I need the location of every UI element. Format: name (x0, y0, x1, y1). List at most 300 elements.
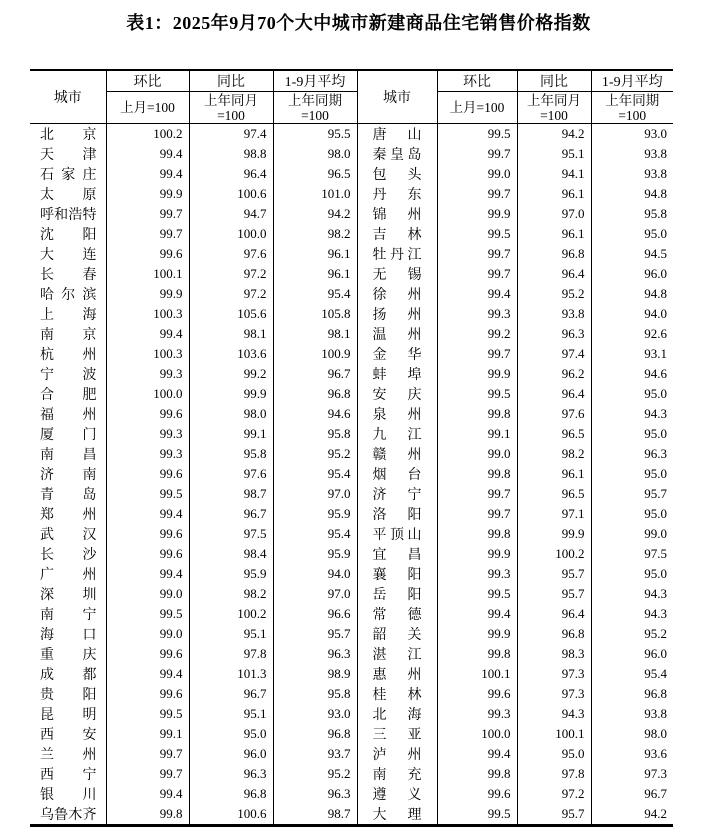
index-value-cell: 96.4 (517, 604, 591, 624)
header-city-left: 城市 (30, 70, 106, 124)
index-value-cell: 95.7 (517, 804, 591, 826)
index-value-cell: 98.3 (517, 644, 591, 664)
index-value-cell: 95.7 (591, 484, 673, 504)
header-city-right: 城市 (357, 70, 437, 124)
table-row (30, 264, 673, 284)
index-value-cell: 96.8 (591, 684, 673, 704)
city-name-cell: 烟 台 (357, 464, 437, 484)
index-value-cell: 95.7 (517, 584, 591, 604)
subheader-line: 上月=100 (120, 100, 175, 115)
index-value-cell: 100.3 (106, 304, 189, 324)
index-value-cell: 99.7 (106, 204, 189, 224)
index-value-cell: 93.1 (591, 344, 673, 364)
index-value-cell: 99.9 (437, 364, 517, 384)
subheader-mom-right (437, 92, 517, 124)
city-name-cell: 金 华 (357, 344, 437, 364)
index-value-cell: 96.5 (517, 484, 591, 504)
index-value-cell: 99.4 (106, 564, 189, 584)
index-value-cell: 96.3 (189, 764, 273, 784)
index-value-cell: 96.4 (189, 164, 273, 184)
index-value-cell: 99.8 (437, 524, 517, 544)
subheader-yoy-left (189, 92, 273, 124)
subheader-avg-right (591, 92, 673, 124)
index-value-cell: 93.8 (591, 144, 673, 164)
index-value-cell: 97.6 (189, 244, 273, 264)
city-name-cell: 银 川 (40, 788, 97, 803)
index-value-cell: 99.7 (437, 144, 517, 164)
table-row (30, 524, 673, 544)
table-row (30, 244, 673, 264)
index-value-cell: 99.5 (437, 584, 517, 604)
index-value-cell: 99.0 (437, 444, 517, 464)
index-value-cell: 99.1 (437, 424, 517, 444)
index-value-cell: 97.0 (517, 204, 591, 224)
index-value-cell: 96.3 (591, 444, 673, 464)
index-value-cell: 95.2 (273, 444, 357, 464)
index-value-cell: 99.3 (106, 364, 189, 384)
index-value-cell: 99.4 (106, 664, 189, 684)
table-header (30, 70, 673, 124)
city-name-cell: 杭 州 (40, 348, 97, 363)
index-value-cell: 95.8 (591, 204, 673, 224)
table-row (30, 464, 673, 484)
index-value-cell: 97.8 (189, 644, 273, 664)
city-name-cell: 重 庆 (40, 648, 97, 663)
index-value-cell: 96.8 (517, 244, 591, 264)
index-value-cell: 95.2 (591, 624, 673, 644)
table-row (30, 324, 673, 344)
index-value-cell: 95.0 (591, 424, 673, 444)
index-value-cell: 99.9 (106, 184, 189, 204)
index-value-cell: 98.1 (189, 324, 273, 344)
index-value-cell: 99.1 (189, 424, 273, 444)
city-name-cell: 岳 阳 (357, 584, 437, 604)
index-value-cell: 95.4 (273, 524, 357, 544)
index-value-cell: 96.1 (517, 464, 591, 484)
city-name-cell: 锦 州 (357, 204, 437, 224)
city-name-cell: 常 德 (357, 604, 437, 624)
index-value-cell: 99.7 (437, 264, 517, 284)
index-value-cell: 92.6 (591, 324, 673, 344)
city-name-cell: 太 原 (40, 188, 97, 203)
table-row (30, 384, 673, 404)
index-value-cell: 99.6 (106, 644, 189, 664)
index-value-cell: 99.6 (106, 684, 189, 704)
city-name-cell: 唐 山 (357, 124, 437, 145)
index-value-cell: 99.4 (106, 784, 189, 804)
index-value-cell: 99.5 (437, 804, 517, 826)
subheader-avg-left (273, 92, 357, 124)
city-name-cell: 福 州 (40, 408, 97, 423)
index-value-cell: 100.9 (273, 344, 357, 364)
index-value-cell: 96.7 (591, 784, 673, 804)
index-value-cell: 96.3 (273, 644, 357, 664)
index-value-cell: 99.9 (437, 544, 517, 564)
index-value-cell: 93.7 (273, 744, 357, 764)
index-value-cell: 95.4 (273, 284, 357, 304)
index-value-cell: 94.6 (591, 364, 673, 384)
index-value-cell: 105.6 (189, 304, 273, 324)
city-name-cell: 上 海 (40, 308, 97, 323)
index-value-cell: 100.1 (517, 724, 591, 744)
index-value-cell: 99.6 (437, 684, 517, 704)
table-row (30, 704, 673, 724)
index-value-cell: 96.8 (273, 724, 357, 744)
index-value-cell: 99.4 (106, 504, 189, 524)
index-value-cell: 95.2 (273, 764, 357, 784)
index-value-cell: 99.7 (106, 764, 189, 784)
city-name-cell: 青 岛 (40, 488, 97, 503)
index-value-cell: 99.4 (437, 744, 517, 764)
index-value-cell: 99.3 (437, 304, 517, 324)
table-row (30, 304, 673, 324)
subheader-line: =100 (618, 107, 647, 123)
index-value-cell: 96.2 (517, 364, 591, 384)
index-value-cell: 99.2 (189, 364, 273, 384)
subheader-line: 上年同月 (527, 92, 581, 108)
index-value-cell: 96.3 (273, 784, 357, 804)
city-name-cell: 泸 州 (357, 744, 437, 764)
index-value-cell: 98.7 (273, 804, 357, 826)
index-value-cell: 99.6 (106, 524, 189, 544)
index-value-cell: 96.4 (517, 384, 591, 404)
index-value-cell: 97.1 (517, 504, 591, 524)
index-value-cell: 97.4 (189, 124, 273, 145)
index-value-cell: 100.6 (189, 804, 273, 826)
index-value-cell: 96.8 (189, 784, 273, 804)
index-value-cell: 99.7 (437, 244, 517, 264)
index-value-cell: 93.8 (591, 704, 673, 724)
index-value-cell: 99.0 (106, 624, 189, 644)
index-value-cell: 98.7 (189, 484, 273, 504)
city-name-cell: 西 安 (40, 728, 97, 743)
subheader-line: =100 (301, 107, 329, 123)
index-value-cell: 95.0 (517, 744, 591, 764)
city-name-cell: 大 连 (40, 248, 97, 263)
index-value-cell: 99.2 (437, 324, 517, 344)
index-value-cell: 99.9 (189, 384, 273, 404)
index-value-cell: 99.6 (106, 464, 189, 484)
index-value-cell: 100.1 (106, 264, 189, 284)
index-value-cell: 100.2 (106, 124, 189, 145)
subheader-line: 上年同期 (605, 92, 660, 108)
table-row (30, 284, 673, 304)
index-value-cell: 98.8 (189, 144, 273, 164)
table-row (30, 684, 673, 704)
index-value-cell: 99.8 (106, 804, 189, 826)
index-value-cell: 95.9 (189, 564, 273, 584)
subheader-line: =100 (540, 107, 568, 123)
index-value-cell: 93.8 (517, 304, 591, 324)
index-value-cell: 94.0 (591, 304, 673, 324)
index-value-cell: 93.0 (591, 124, 673, 145)
table-row (30, 744, 673, 764)
city-name-cell: 徐 州 (357, 284, 437, 304)
city-name-cell: 惠 州 (357, 664, 437, 684)
index-value-cell: 99.7 (106, 744, 189, 764)
index-value-cell: 96.0 (189, 744, 273, 764)
city-name-cell: 济 宁 (357, 484, 437, 504)
index-value-cell: 93.8 (591, 164, 673, 184)
table-row (30, 784, 673, 804)
index-value-cell: 98.2 (273, 224, 357, 244)
index-value-cell: 99.8 (437, 644, 517, 664)
header-mom-left: 环比 (106, 70, 189, 92)
city-name-cell: 沈 阳 (40, 228, 97, 243)
city-name-cell: 九 江 (357, 424, 437, 444)
city-name-cell: 赣 州 (357, 444, 437, 464)
index-value-cell: 97.6 (189, 464, 273, 484)
index-value-cell: 94.2 (273, 204, 357, 224)
index-value-cell: 95.4 (591, 664, 673, 684)
index-value-cell: 99.6 (106, 404, 189, 424)
header-row-sub (30, 92, 673, 124)
index-value-cell: 94.7 (189, 204, 273, 224)
table-body (30, 124, 673, 826)
index-value-cell: 96.7 (189, 504, 273, 524)
index-value-cell: 105.8 (273, 304, 357, 324)
index-value-cell: 99.8 (437, 764, 517, 784)
index-value-cell: 97.2 (189, 284, 273, 304)
index-value-cell: 95.7 (517, 564, 591, 584)
index-value-cell: 95.0 (591, 504, 673, 524)
city-name-cell: 宁 波 (40, 368, 97, 383)
index-value-cell: 96.8 (517, 624, 591, 644)
city-name-cell: 北 海 (357, 704, 437, 724)
table-row (30, 664, 673, 684)
table-row (30, 804, 673, 826)
index-value-cell: 97.3 (591, 764, 673, 784)
table-row (30, 444, 673, 464)
index-value-cell: 95.0 (591, 384, 673, 404)
city-name-cell: 安 庆 (357, 384, 437, 404)
index-value-cell: 99.9 (106, 284, 189, 304)
city-name-cell: 呼 和 浩 特 (40, 208, 97, 223)
index-value-cell: 97.5 (189, 524, 273, 544)
index-value-cell: 99.5 (437, 384, 517, 404)
city-name-cell: 丹 东 (357, 184, 437, 204)
subheader-line: 上年同月 (204, 92, 258, 108)
index-value-cell: 99.0 (437, 164, 517, 184)
index-value-cell: 99.6 (106, 544, 189, 564)
index-value-cell: 97.0 (273, 484, 357, 504)
city-name-cell: 温 州 (357, 324, 437, 344)
header-yoy-right: 同比 (517, 70, 591, 92)
index-value-cell: 97.2 (189, 264, 273, 284)
index-value-cell: 97.4 (517, 344, 591, 364)
index-value-cell: 99.5 (106, 704, 189, 724)
index-value-cell: 99.3 (106, 424, 189, 444)
city-name-cell: 襄 阳 (357, 564, 437, 584)
index-value-cell: 95.7 (273, 624, 357, 644)
city-name-cell: 哈 尔 滨 (40, 288, 97, 303)
index-value-cell: 96.1 (517, 224, 591, 244)
subheader-mom-left (106, 92, 189, 124)
table-row (30, 184, 673, 204)
index-value-cell: 97.0 (273, 584, 357, 604)
index-value-cell: 96.3 (517, 324, 591, 344)
city-name-cell: 韶 关 (357, 624, 437, 644)
index-value-cell: 95.0 (189, 724, 273, 744)
index-value-cell: 94.3 (591, 584, 673, 604)
city-name-cell: 蚌 埠 (357, 364, 437, 384)
table-row (30, 124, 673, 145)
index-value-cell: 101.3 (189, 664, 273, 684)
index-value-cell: 99.3 (437, 704, 517, 724)
table-row (30, 644, 673, 664)
header-mom-right: 环比 (437, 70, 517, 92)
index-value-cell: 98.0 (273, 144, 357, 164)
index-value-cell: 99.7 (437, 184, 517, 204)
index-value-cell: 99.5 (437, 224, 517, 244)
table-row (30, 724, 673, 744)
index-value-cell: 98.0 (189, 404, 273, 424)
header-yoy-left: 同比 (189, 70, 273, 92)
index-value-cell: 94.6 (273, 404, 357, 424)
city-name-cell: 包 头 (357, 164, 437, 184)
table-row (30, 224, 673, 244)
index-value-cell: 96.4 (517, 264, 591, 284)
index-value-cell: 96.5 (273, 164, 357, 184)
city-name-cell: 长 沙 (40, 548, 97, 563)
city-name-cell: 南 宁 (40, 608, 97, 623)
index-value-cell: 99.9 (437, 204, 517, 224)
index-value-cell: 99.8 (437, 464, 517, 484)
index-value-cell: 94.2 (517, 124, 591, 145)
index-value-cell: 98.2 (189, 584, 273, 604)
index-value-cell: 95.1 (517, 144, 591, 164)
index-value-cell: 100.3 (106, 344, 189, 364)
index-value-cell: 96.7 (273, 364, 357, 384)
index-value-cell: 97.3 (517, 664, 591, 684)
table-row (30, 364, 673, 384)
table-row (30, 564, 673, 584)
index-value-cell: 99.9 (517, 524, 591, 544)
index-value-cell: 97.8 (517, 764, 591, 784)
index-value-cell: 94.3 (591, 604, 673, 624)
index-value-cell: 100.6 (189, 184, 273, 204)
city-name-cell: 南 京 (40, 328, 97, 343)
city-name-cell: 西 宁 (40, 768, 97, 783)
city-name-cell: 南 充 (357, 764, 437, 784)
city-name-cell: 石 家 庄 (40, 168, 97, 183)
index-value-cell: 95.8 (273, 424, 357, 444)
city-name-cell: 北 京 (40, 128, 97, 143)
index-value-cell: 93.0 (273, 704, 357, 724)
subheader-yoy-right (517, 92, 591, 124)
index-value-cell: 99.4 (437, 604, 517, 624)
index-value-cell: 99.7 (437, 504, 517, 524)
index-value-cell: 94.2 (591, 804, 673, 826)
index-value-cell: 99.0 (591, 524, 673, 544)
table-row (30, 424, 673, 444)
index-value-cell: 98.9 (273, 664, 357, 684)
city-name-cell: 遵 义 (357, 784, 437, 804)
index-value-cell: 99.7 (106, 224, 189, 244)
index-value-cell: 94.1 (517, 164, 591, 184)
index-value-cell: 99.6 (437, 784, 517, 804)
table-row (30, 504, 673, 524)
index-value-cell: 96.8 (273, 384, 357, 404)
city-name-cell: 兰 州 (40, 748, 97, 763)
index-value-cell: 97.6 (517, 404, 591, 424)
index-value-cell: 99.4 (106, 144, 189, 164)
index-value-cell: 97.2 (517, 784, 591, 804)
index-value-cell: 99.4 (437, 284, 517, 304)
index-value-cell: 94.5 (591, 244, 673, 264)
index-value-cell: 100.0 (106, 384, 189, 404)
city-name-cell: 海 口 (40, 628, 97, 643)
index-value-cell: 95.1 (189, 624, 273, 644)
city-name-cell: 南 昌 (40, 448, 97, 463)
index-value-cell: 97.3 (517, 684, 591, 704)
city-name-cell: 天 津 (40, 148, 97, 163)
header-avg-left: 1-9月平均 (273, 70, 357, 92)
index-value-cell: 94.3 (591, 404, 673, 424)
subheader-line: 上月=100 (449, 100, 505, 115)
index-value-cell: 96.1 (517, 184, 591, 204)
index-value-cell: 99.3 (106, 444, 189, 464)
city-name-cell: 深 圳 (40, 588, 97, 603)
table-row (30, 604, 673, 624)
city-name-cell: 洛 阳 (357, 504, 437, 524)
city-name-cell: 贵 阳 (40, 688, 97, 703)
index-value-cell: 98.1 (273, 324, 357, 344)
city-name-cell: 厦 门 (40, 428, 97, 443)
city-name-cell: 武 汉 (40, 528, 97, 543)
index-value-cell: 100.2 (189, 604, 273, 624)
index-value-cell: 100.0 (189, 224, 273, 244)
index-value-cell: 99.6 (106, 244, 189, 264)
index-value-cell: 99.5 (106, 484, 189, 504)
table-row (30, 484, 673, 504)
index-value-cell: 95.9 (273, 504, 357, 524)
index-value-cell: 99.5 (437, 124, 517, 145)
index-value-cell: 98.0 (591, 724, 673, 744)
city-name-cell: 湛 江 (357, 644, 437, 664)
index-value-cell: 95.4 (273, 464, 357, 484)
subheader-line: =100 (217, 107, 245, 123)
city-name-cell: 牡 丹 江 (357, 244, 437, 264)
table-row (30, 204, 673, 224)
index-value-cell: 96.0 (591, 264, 673, 284)
page-title: 表1：2025年9月70个大中城市新建商品住宅销售价格指数 (126, 13, 591, 33)
index-value-cell: 100.0 (437, 724, 517, 744)
index-value-cell: 96.7 (189, 684, 273, 704)
index-value-cell: 96.5 (517, 424, 591, 444)
index-value-cell: 96.0 (591, 644, 673, 664)
index-value-cell: 101.0 (273, 184, 357, 204)
city-name-cell: 乌 鲁 木 齐 (40, 808, 97, 823)
index-value-cell: 96.1 (273, 264, 357, 284)
table-row (30, 144, 673, 164)
index-value-cell: 103.6 (189, 344, 273, 364)
price-index-table (30, 69, 673, 827)
index-value-cell: 94.0 (273, 564, 357, 584)
city-name-cell: 三 亚 (357, 724, 437, 744)
index-value-cell: 99.1 (106, 724, 189, 744)
table-row (30, 764, 673, 784)
index-value-cell: 98.4 (189, 544, 273, 564)
index-value-cell: 95.0 (591, 564, 673, 584)
index-value-cell: 99.0 (106, 584, 189, 604)
index-value-cell: 99.5 (106, 604, 189, 624)
index-value-cell: 93.6 (591, 744, 673, 764)
city-name-cell: 平 顶 山 (357, 524, 437, 544)
index-value-cell: 95.8 (189, 444, 273, 464)
subheader-line: 上年同期 (288, 92, 342, 108)
city-name-cell: 吉 林 (357, 224, 437, 244)
